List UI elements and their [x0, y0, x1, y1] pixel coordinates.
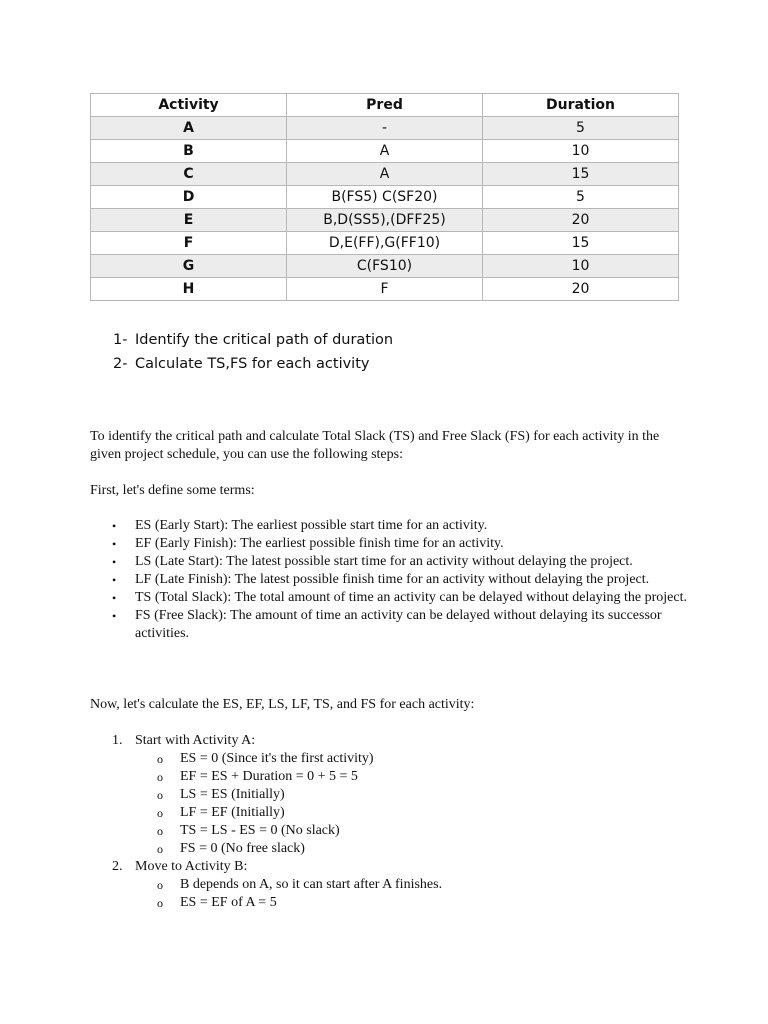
table-header-row: [91, 94, 679, 117]
pred-cell: C(FS10): [287, 255, 483, 278]
bullet-icon: •: [112, 537, 117, 551]
pred-cell: D,E(FF),G(FF10): [287, 232, 483, 255]
duration-cell: 20: [483, 209, 679, 232]
bullet-icon: •: [112, 519, 117, 533]
sub-item-text: FS = 0 (No free slack): [180, 841, 305, 856]
pred-cell: B(FS5) C(SF20): [287, 186, 483, 209]
activity-cell: A: [91, 117, 287, 140]
table-row: [91, 140, 679, 163]
duration-cell: 10: [483, 140, 679, 163]
sub-item-text: LF = EF (Initially): [180, 805, 285, 820]
table-row: [91, 117, 679, 140]
term-text: ES (Early Start): The earliest possible start time for an activity.: [135, 518, 488, 533]
circle-bullet-icon: o: [157, 878, 163, 892]
activity-cell: F: [91, 232, 287, 255]
question-text: Identify the critical path of duration: [135, 332, 394, 348]
sub-item-text: ES = 0 (Since it's the first activity): [180, 751, 374, 766]
activity-cell: C: [91, 163, 287, 186]
sub-item-text: LS = ES (Initially): [180, 787, 285, 802]
header-activity: Activity: [91, 94, 287, 117]
question-number: 2-: [113, 356, 128, 372]
sub-item: [157, 768, 692, 786]
question-list: [113, 328, 393, 376]
circle-bullet-icon: o: [157, 824, 163, 838]
question-item: [113, 352, 393, 376]
term-text: LF (Late Finish): The latest possible finish time for an activity without delaying the project.: [135, 572, 650, 587]
term-item: [112, 517, 692, 535]
activity-table: [90, 93, 679, 301]
sub-item-text: EF = ES + Duration = 0 + 5 = 5: [180, 769, 358, 784]
sub-item: [157, 786, 692, 804]
step-text: Start with Activity A:: [135, 733, 256, 748]
duration-cell: 10: [483, 255, 679, 278]
step-item: [112, 858, 692, 912]
sub-item-text: ES = EF of A = 5: [180, 895, 277, 910]
duration-cell: 5: [483, 186, 679, 209]
header-pred: Pred: [287, 94, 483, 117]
sub-item-text: B depends on A, so it can start after A finishes.: [180, 877, 443, 892]
activity-cell: B: [91, 140, 287, 163]
table-row: [91, 209, 679, 232]
table-row: [91, 186, 679, 209]
bullet-icon: •: [112, 591, 117, 605]
sub-item: [157, 750, 692, 768]
pred-cell: A: [287, 163, 483, 186]
sub-item: [157, 876, 692, 894]
step-text: Move to Activity B:: [135, 859, 248, 874]
table-row: [91, 278, 679, 301]
header-duration: Duration: [483, 94, 679, 117]
step-line: [112, 732, 692, 750]
terms-list: [112, 517, 692, 643]
bullet-icon: •: [112, 609, 117, 623]
duration-cell: 15: [483, 232, 679, 255]
step-line: [112, 858, 692, 876]
calc-heading: Now, let's calculate the ES, EF, LS, LF, TS, and FS for each activity:: [90, 697, 475, 712]
terms-heading: First, let's define some terms:: [90, 483, 255, 498]
circle-bullet-icon: o: [157, 896, 163, 910]
question-text: Calculate TS,FS for each activity: [135, 356, 370, 372]
term-item: [112, 607, 692, 643]
sub-item: [157, 894, 692, 912]
pred-cell: B,D(SS5),(DFF25): [287, 209, 483, 232]
question-item: [113, 328, 393, 352]
activity-cell: H: [91, 278, 287, 301]
term-item: [112, 535, 692, 553]
bullet-icon: •: [112, 555, 117, 569]
pred-cell: A: [287, 140, 483, 163]
question-number: 1-: [113, 332, 128, 348]
circle-bullet-icon: o: [157, 806, 163, 820]
term-text: LS (Late Start): The latest possible start time for an activity without delaying the project.: [135, 554, 633, 569]
sub-item-text: TS = LS - ES = 0 (No slack): [180, 823, 340, 838]
table-row: [91, 255, 679, 278]
circle-bullet-icon: o: [157, 842, 163, 856]
step-sublist: [112, 876, 692, 912]
duration-cell: 5: [483, 117, 679, 140]
bullet-icon: •: [112, 573, 117, 587]
sub-item: [157, 822, 692, 840]
step-sublist: [112, 750, 692, 858]
term-item: [112, 571, 692, 589]
activity-cell: E: [91, 209, 287, 232]
step-number: 1.: [112, 733, 123, 748]
sub-item: [157, 840, 692, 858]
term-text: EF (Early Finish): The earliest possible finish time for an activity.: [135, 536, 504, 551]
term-text: TS (Total Slack): The total amount of time an activity can be delayed without delaying the project.: [135, 590, 687, 605]
table-row: [91, 163, 679, 186]
duration-cell: 20: [483, 278, 679, 301]
circle-bullet-icon: o: [157, 770, 163, 784]
pred-cell: -: [287, 117, 483, 140]
activity-cell: G: [91, 255, 287, 278]
steps-list: [112, 732, 692, 912]
circle-bullet-icon: o: [157, 752, 163, 766]
answer-intro: To identify the critical path and calculate Total Slack (TS) and Free Slack (FS) for each activity in the given project schedule, you can use the following steps:: [90, 429, 660, 462]
pred-cell: F: [287, 278, 483, 301]
term-item: [112, 589, 692, 607]
term-item: [112, 553, 692, 571]
duration-cell: 15: [483, 163, 679, 186]
circle-bullet-icon: o: [157, 788, 163, 802]
step-number: 2.: [112, 859, 123, 874]
table-row: [91, 232, 679, 255]
activity-cell: D: [91, 186, 287, 209]
term-text: FS (Free Slack): The amount of time an activity can be delayed without delaying its successor activities.: [135, 608, 662, 641]
sub-item: [157, 804, 692, 822]
step-item: [112, 732, 692, 858]
